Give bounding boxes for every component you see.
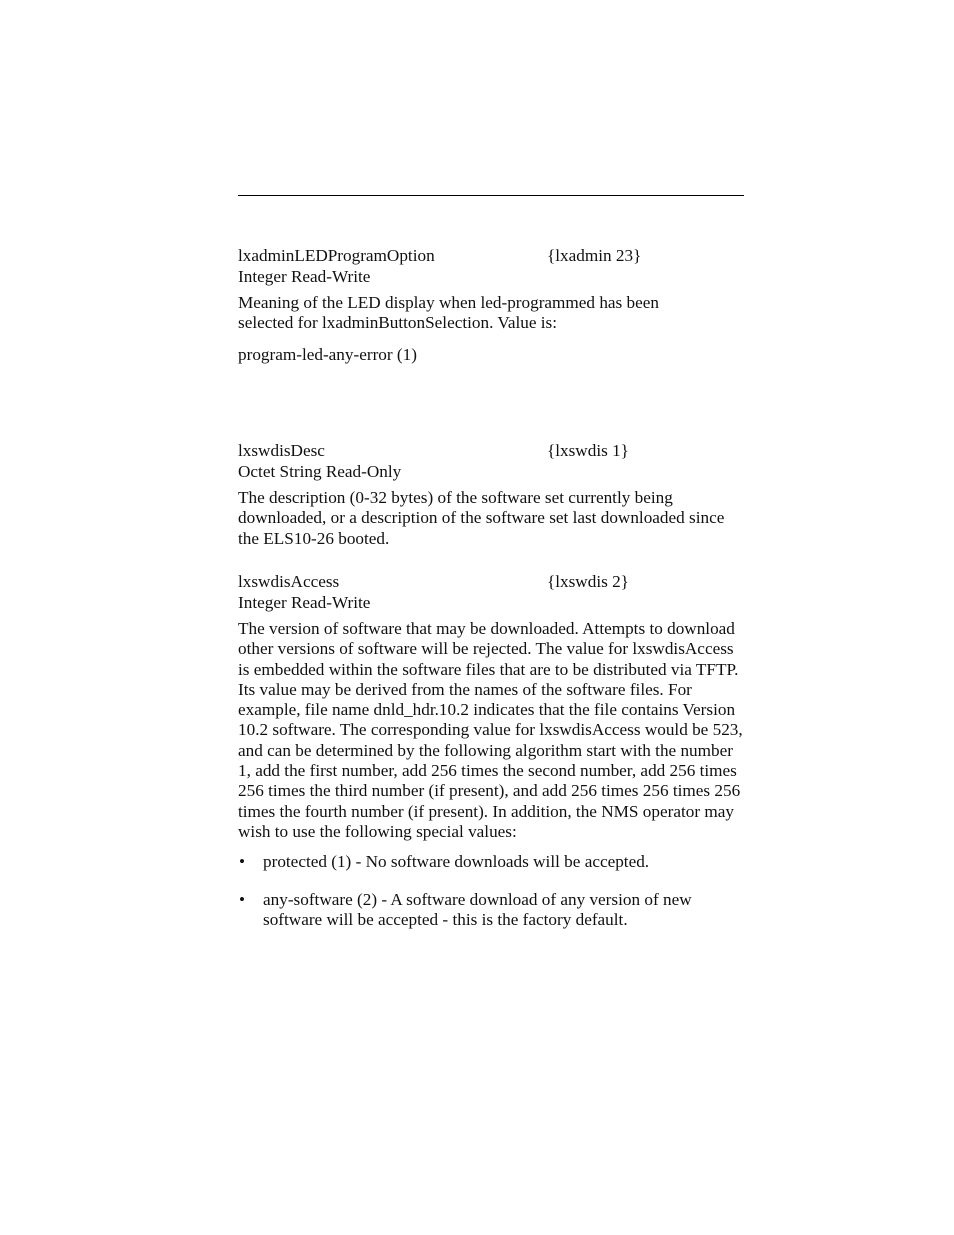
mib-entry-lxadminledprogramoption (238, 246, 744, 365)
mib-entry-lxswdisdesc (238, 441, 744, 549)
object-identifier: {lxswdis 2} (547, 572, 629, 591)
bullet-icon: • (239, 852, 246, 872)
object-name: lxswdisDesc (238, 441, 325, 460)
special-values-list (238, 852, 744, 930)
object-type: Integer Read-Write (238, 267, 371, 286)
object-name: lxswdisAccess (238, 572, 340, 591)
object-description: Meaning of the LED display when led-programmed has been selected for lxadminButtonSelection. Value is: (238, 293, 659, 333)
list-item (238, 852, 744, 872)
entry-header (238, 441, 744, 462)
object-identifier: {lxswdis 1} (547, 441, 629, 460)
object-type: Octet String Read-Only (238, 462, 402, 481)
entry-header (238, 572, 744, 593)
bullet-icon: • (239, 889, 246, 909)
header-rule (238, 195, 744, 196)
list-item-text: protected (1) - No software downloads will be accepted. (263, 852, 650, 872)
object-value: program-led-any-error (1) (238, 344, 417, 364)
list-item (238, 890, 744, 931)
entry-header (238, 246, 744, 267)
list-item-text: any-software (2) - A software download of any version of new software will be accepted - this is the factory default. (263, 889, 692, 929)
object-identifier: {lxadmin 23} (547, 246, 642, 265)
mib-entry-lxswdisaccess (238, 572, 744, 930)
object-name: lxadminLEDProgramOption (238, 246, 435, 265)
object-description: The version of software that may be downloaded. Attempts to download other versions of software will be rejected. The value for lxswdisAccess is embedded within the software files that are to be distributed via TFTP. Its value may be derived from the names of the software files. For example, file name dnld_hdr.10.2 indicates that the file contains Version 10.2 software. The corresponding value for lxswdisAccess would be 523, and can be determined by the following algorithm start with the number 1, add the first number, add 256 times the second number, add 256 times 256 times the third number (if present), and add 256 times 256 times 256 times the fourth number (if present). In addition, the NMS operator may wish to use the following special values: (238, 619, 743, 841)
object-description: The description (0-32 bytes) of the software set currently being downloaded, or a description of the software set last downloaded since the ELS10-26 booted. (238, 488, 725, 548)
object-type: Integer Read-Write (238, 593, 371, 612)
